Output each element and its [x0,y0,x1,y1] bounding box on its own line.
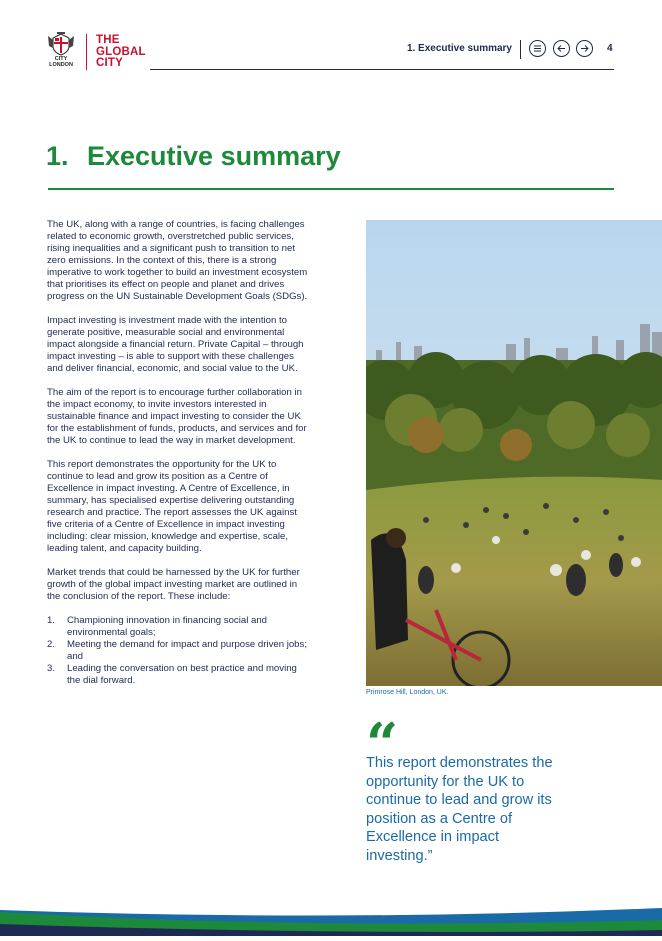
list-item [47,639,309,663]
title-rule [48,188,614,190]
paragraph-4: This report demonstrates the opportunity for the UK to continue to lead and grow its position as a Centre of Excellence in impact investing. A Centre of Excellence, in summary, has specialised expertise delivering outstanding research and practice. The report assesses the UK against five criteria of a Centre of Excellence in impact investing including: clear mission, knowledge and expertise, scale, leading talent, and capacity building. [47,459,297,554]
list-item [47,615,309,639]
city-of-london-label: CITY LONDON [49,56,73,68]
page-number: 4 [607,43,613,54]
paragraph-1: The UK, along with a range of countries, is facing challenges related to economic growth, overstretched public services, rising inequalities and a significant push to transition to net zero emissions. In the context of this, there is a strong imperative to work together to build an investment ecosystem that prioritises its effect on people and planet and drives progress on the UN Sustainable Development Goals (SDGs). [47,219,308,302]
body-text [47,219,309,687]
section-title: Executive summary [87,141,341,171]
previous-page-button[interactable] [553,40,570,57]
trends-list [47,615,309,687]
header-rule [150,69,614,70]
arrow-left-icon [556,43,567,54]
list-item [47,663,309,687]
primrose-hill-photo [366,220,662,686]
next-page-button[interactable] [576,40,593,57]
list-number: 2. [47,639,56,650]
header-separator [520,40,521,59]
logo-line-2: GLOBAL [96,45,146,58]
logo-divider [86,34,87,70]
list-text: Championing innovation in financing social and environmental goals; [67,615,268,638]
arrow-right-icon [579,43,590,54]
list-number: 3. [47,663,56,674]
photo-caption: Primrose Hill, London, UK. [366,689,449,696]
quote-mark-icon: “ [366,711,399,777]
logo-line-3: CITY [96,57,123,69]
pull-quote: This report demonstrates the opportunity for the UK to continue to lead and grow its position as a Centre of Excellence in impact investing.” [366,755,553,864]
list-text: Leading the conversation on best practice and moving the dial forward. [67,663,297,686]
section-number: 1. [46,141,69,171]
footer-wave-band [0,900,662,936]
the-global-city-logo [96,35,146,70]
page-title [46,141,341,172]
paragraph-5: Market trends that could be harnessed by the UK for further growth of the global impact investing market are outlined in the conclusion of the report. These include: [47,567,300,602]
list-text: Meeting the demand for impact and purpose driven jobs; and [67,639,307,662]
paragraph-3: The aim of the report is to encourage further collaboration in the impact economy, to invite investors interested in sustainable finance and impact investing to consider the UK for the establishment of funds, products, and services and for the UK to continue to lead the way in market development. [47,387,307,446]
header-section-title[interactable]: 1. Executive summary [406,43,512,54]
menu-button[interactable] [529,40,546,57]
paragraph-2: Impact investing is investment made with the intention to generate positive, measurable social and environmental impact alongside a financial return. Private Capital – through impact investing – is able to support with these challenges and deliver financial, economic, and social value to the UK. [47,315,304,374]
logo-line-1: THE [96,34,120,46]
menu-icon [532,43,543,54]
list-number: 1. [47,615,56,626]
